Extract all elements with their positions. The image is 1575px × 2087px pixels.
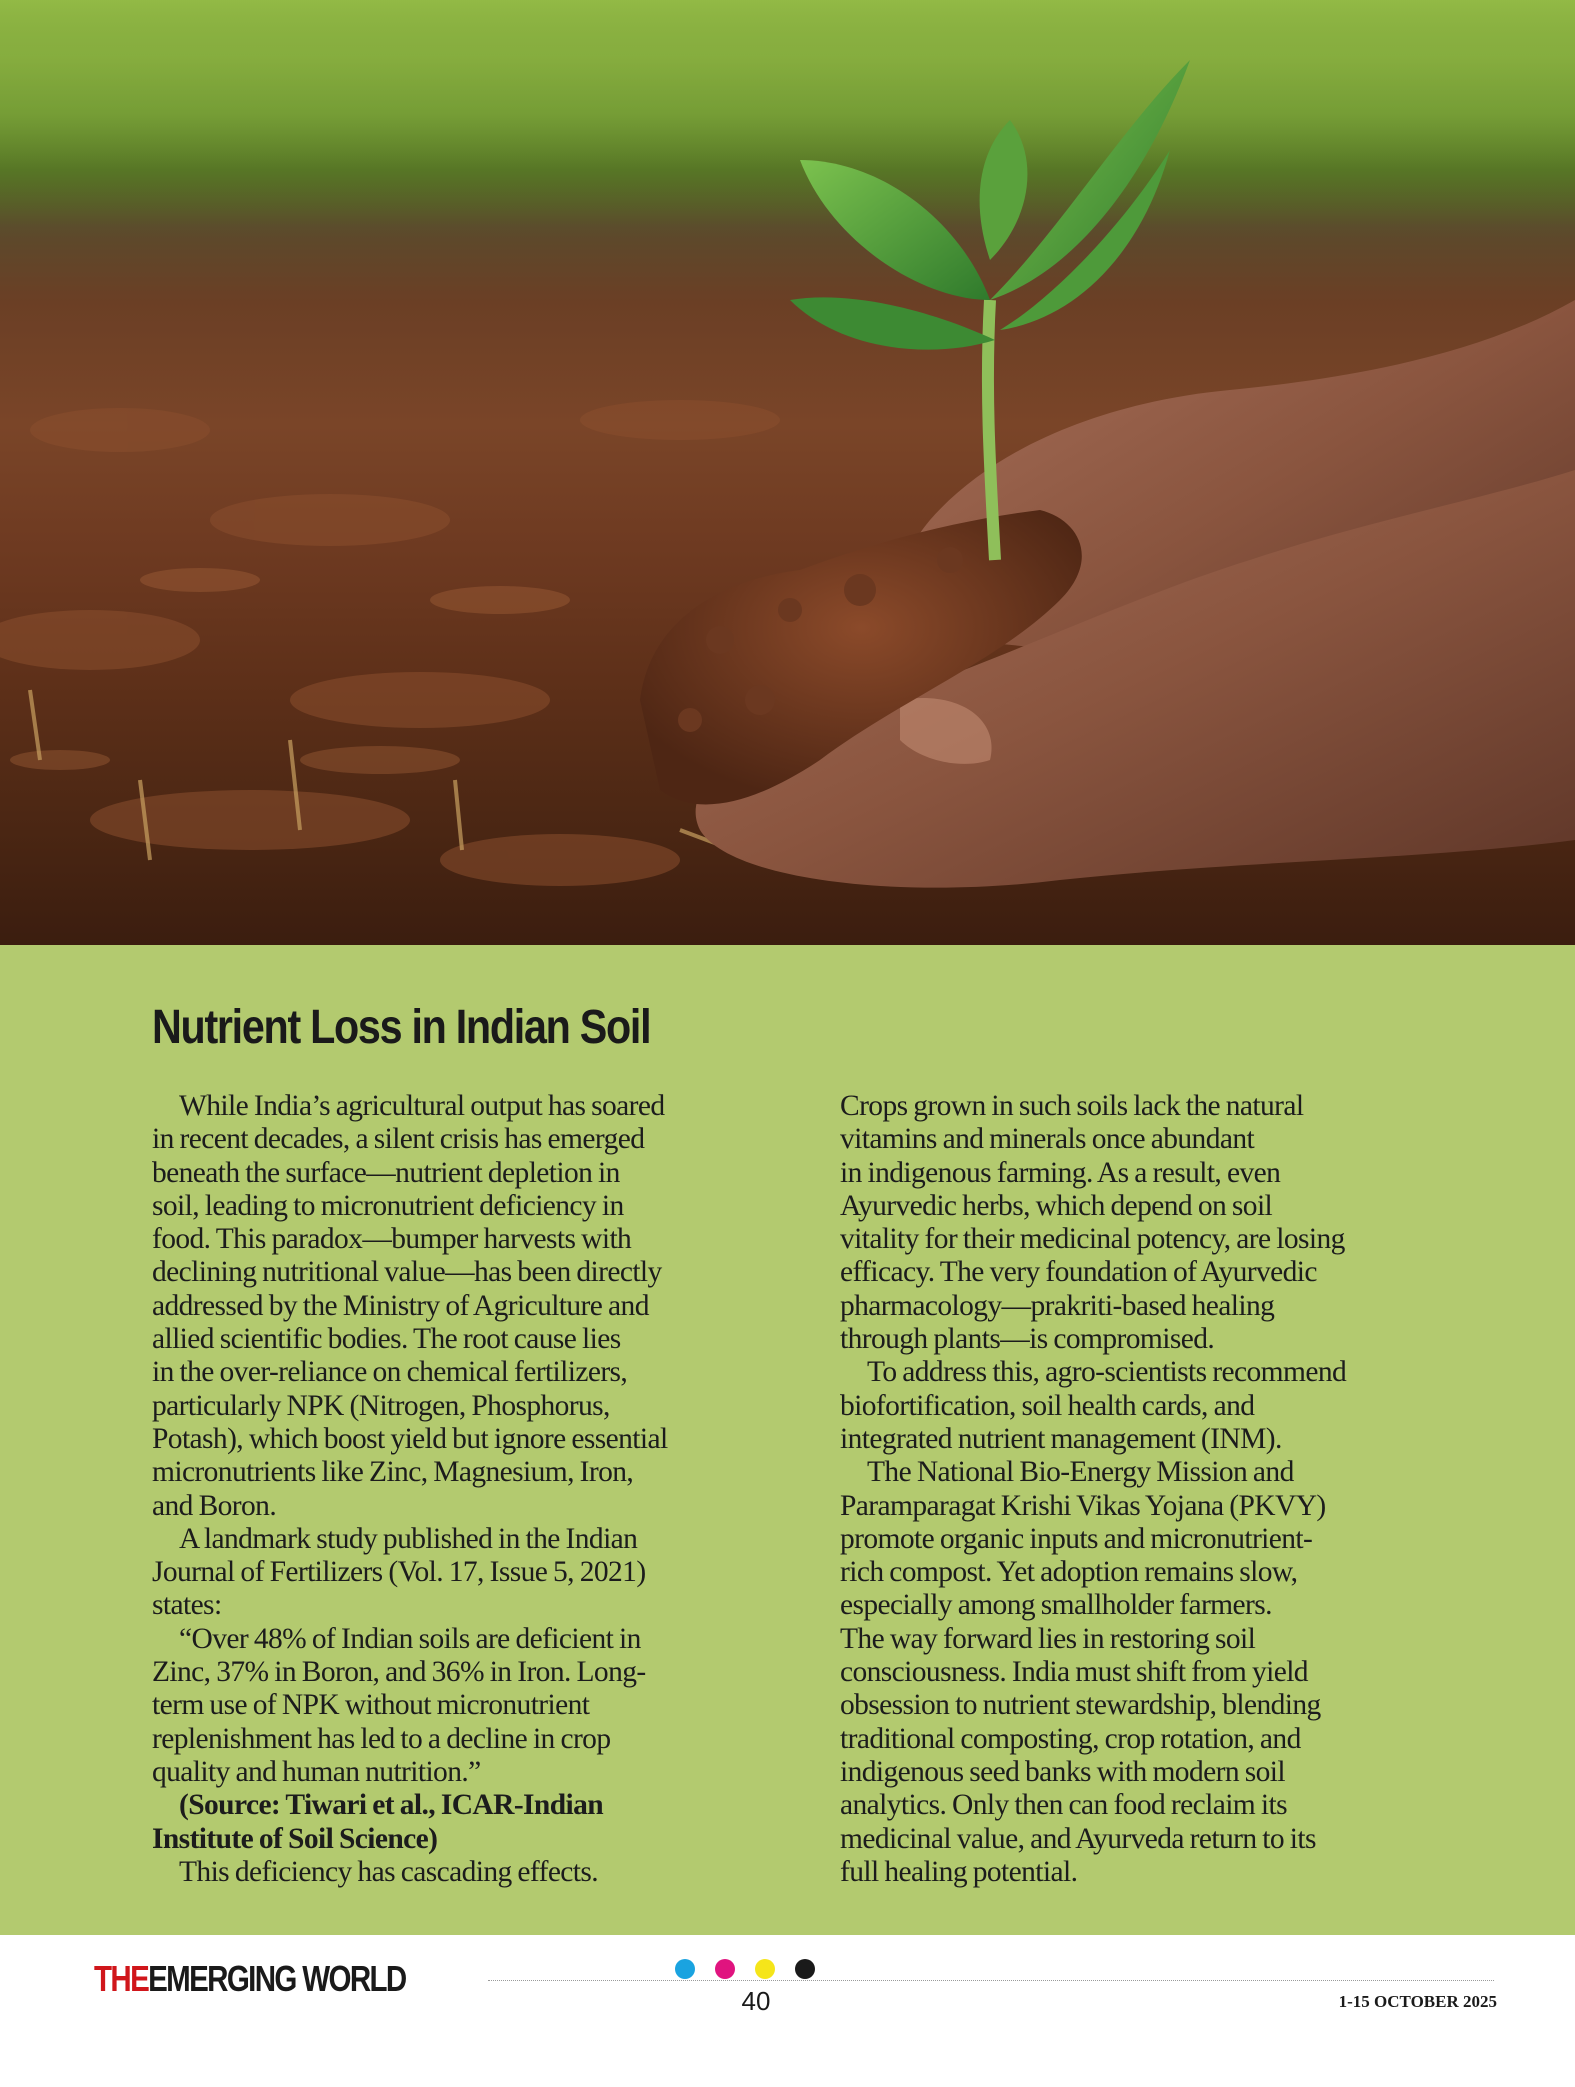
article-line: states:	[152, 1589, 222, 1622]
article-line: especially among smallholder farmers.	[840, 1589, 1272, 1622]
article-line: (Source: Tiwari et al., ICAR-Indian	[179, 1789, 604, 1822]
article-line: indigenous seed banks with modern soil	[840, 1755, 1285, 1788]
brand-the: THE	[94, 1958, 149, 1999]
article-line: in recent decades, a silent crisis has emerged	[152, 1123, 645, 1156]
article-line: through plants—is compromised.	[840, 1323, 1215, 1356]
article-line: consciousness. India must shift from yield	[840, 1656, 1308, 1689]
article-line: micronutrients like Zinc, Magnesium, Iron,	[152, 1456, 634, 1489]
article-line: declining nutritional value—has been directly	[152, 1256, 662, 1289]
article-line: in the over-reliance on chemical fertilizers,	[152, 1356, 628, 1389]
article-line: Ayurvedic herbs, which depend on soil	[840, 1189, 1273, 1222]
article-line: quality and human nutrition.”	[152, 1755, 481, 1788]
article-line: particularly NPK (Nitrogen, Phosphorus,	[152, 1389, 610, 1422]
article-line: pharmacology—prakriti-based healing	[840, 1289, 1275, 1322]
article-line: efficacy. The very foundation of Ayurvedic	[840, 1256, 1317, 1289]
article-line: Potash), which boost yield but ignore essential	[152, 1422, 668, 1455]
article-line: analytics. Only then can food reclaim its	[840, 1789, 1287, 1822]
article-line: rich compost. Yet adoption remains slow,	[840, 1556, 1298, 1589]
article-line: Institute of Soil Science)	[152, 1822, 438, 1855]
footer-dotted-rule	[488, 1980, 1494, 1981]
article-line: This deficiency has cascading effects.	[179, 1855, 599, 1888]
article-line: The National Bio-Energy Mission and	[867, 1456, 1294, 1489]
article-line: medicinal value, and Ayurveda return to its	[840, 1822, 1316, 1855]
article-line: in indigenous farming. As a result, even	[840, 1156, 1281, 1189]
article-line: biofortification, soil health cards, and	[840, 1389, 1255, 1422]
article-line: traditional composting, crop rotation, and	[840, 1722, 1301, 1755]
article-line: Zinc, 37% in Boron, and 36% in Iron. Long-	[152, 1656, 646, 1689]
issue-date: 1-15 OCTOBER 2025	[1338, 1992, 1497, 2011]
article-line: To address this, agro-scientists recommend	[867, 1356, 1347, 1389]
article-line: soil, leading to micronutrient deficiency in	[152, 1189, 624, 1222]
article-line: addressed by the Ministry of Agriculture and	[152, 1289, 649, 1322]
brand-name: EMERGING WORLD	[148, 1958, 406, 1999]
article-line: Paramparagat Krishi Vikas Yojana (PKVY)	[840, 1489, 1326, 1522]
cyan-dot	[675, 1959, 695, 1979]
seedling-in-hands-illustration	[0, 0, 1575, 945]
article-line: Crops grown in such soils lack the natural	[840, 1090, 1304, 1122]
article-line: term use of NPK without micronutrient	[152, 1689, 590, 1722]
yellow-dot	[755, 1959, 775, 1979]
article-title: Nutrient Loss in Indian Soil	[152, 1001, 651, 1054]
article-line: allied scientific bodies. The root cause lies	[152, 1323, 621, 1356]
article-line: The way forward lies in restoring soil	[840, 1622, 1256, 1655]
article-line: integrated nutrient management (INM).	[840, 1422, 1282, 1455]
article-line: vitality for their medicinal potency, are losing	[840, 1223, 1345, 1256]
article-line: beneath the surface—nutrient depletion in	[152, 1156, 620, 1189]
article-line: “Over 48% of Indian soils are deficient in	[179, 1622, 641, 1655]
magenta-dot	[715, 1959, 735, 1979]
brand-logo	[94, 1958, 406, 2000]
article-line: and Boron.	[152, 1489, 277, 1522]
article-line: promote organic inputs and micronutrient-	[840, 1522, 1313, 1555]
article-left-column	[152, 1090, 812, 1889]
article-line: While India’s agricultural output has soared	[179, 1090, 665, 1122]
article-line: vitamins and minerals once abundant	[840, 1123, 1255, 1156]
article-line: full healing potential.	[840, 1855, 1078, 1888]
page-number: 40	[741, 1986, 771, 2016]
article-line: food. This paradox—bumper harvests with	[152, 1223, 632, 1256]
article-right-column	[840, 1090, 1500, 1889]
article-line: Journal of Fertilizers (Vol. 17, Issue 5, 2021)	[152, 1556, 646, 1589]
article-line: A landmark study published in the Indian	[179, 1522, 638, 1555]
black-dot	[795, 1959, 815, 1979]
article-line: obsession to nutrient stewardship, blending	[840, 1689, 1321, 1722]
article-line: replenishment has led to a decline in crop	[152, 1722, 611, 1755]
hero-photo	[0, 0, 1575, 945]
